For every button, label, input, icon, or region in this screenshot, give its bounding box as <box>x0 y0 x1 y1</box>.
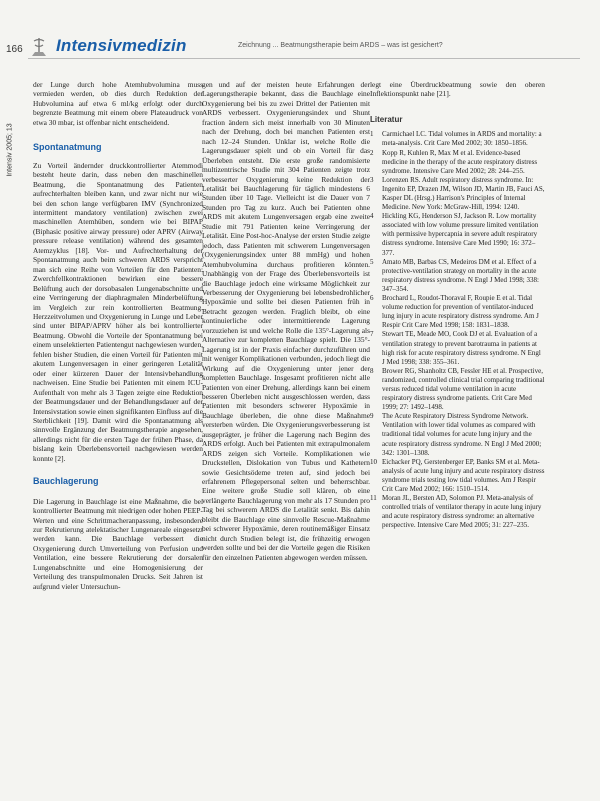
reference-text: Kopp R, Kuhlen R, Max M et al. Evidence-based medicine in the therapy of the acute respiratory distress syndrome. Intensive Care Med 2002; 28: 244–255. <box>382 148 538 175</box>
reference-number: 9 <box>370 412 374 421</box>
side-label <box>0 90 20 210</box>
reference-item <box>370 294 545 330</box>
reference-text: Hickling KG, Henderson SJ, Jackson R. Low mortality associated with low volume pressure limited ventilation with permissive hypercapnia in severe adult respiratory distress syndrome. Intensive Care Med 1990; 16: 372–377. <box>382 212 539 257</box>
page-header <box>0 30 600 58</box>
column-left <box>33 80 203 591</box>
reference-number: 6 <box>370 294 374 303</box>
reference-item <box>370 258 545 294</box>
reference-item <box>370 149 545 176</box>
column-right <box>370 80 545 530</box>
journal-logo-icon <box>28 36 50 58</box>
reference-number: 7 <box>370 330 374 339</box>
section-heading-bauchlagerung: Bauchlagerung <box>33 476 99 487</box>
reference-item <box>370 330 545 366</box>
reference-list <box>370 130 545 530</box>
reference-text: Eichacker PQ, Gerstenberger EP, Banks SM et al. Meta-analysis of acute lung injury and acute respiratory distress syndrome trials testing low tidal volumes. Am J Respir Crit Care Med 2002; 166: 1510–1514. <box>382 457 545 494</box>
reference-number: 5 <box>370 257 374 266</box>
side-label-text: Intensiv 2005; 13 <box>6 123 14 177</box>
reference-text: Brower RG, Shanholtz CB, Fessler HE et al. Prospective, randomized, controlled clinical trial comparing traditional versus reduced tidal volume ventilation in acute respiratory distress syndrome patients. Crit Care Med 1999; 27: 1492–1498. <box>382 366 545 412</box>
paragraph-conclusion: legt eine Überdruckbeatmung sowie den oberen Inflektionspunkt nahe [21]. <box>370 80 545 99</box>
journal-title: Intensivmedizin <box>56 36 187 55</box>
reference-item <box>370 412 545 457</box>
paragraph-bauchlagerung: Die Lagerung in Bauchlage ist eine Maßnahme, die bei kontrollierter Beatmung mit niedrigen oder hohen PEEP-Werten und eine Schrittmacheranpassung, insbesondere zur Rekrutierung atelektatischer Lungenareale eingesetzt werden kann. Die Bauchlage verbessert die Oxygenierung durch Umverteilung von Perfusion und Ventilation, eine bessere Rekrutierung der dorsalen Lungenabschnitte und eine Homogenisierung der Verteilung des transpulmonalen Drucks. Seit Jahren ist aufgrund vieler Untersuchun- <box>33 496 203 591</box>
reference-number: 1 <box>370 130 374 139</box>
reference-item <box>370 367 545 412</box>
reference-number: 4 <box>370 212 374 221</box>
reference-item <box>370 494 545 530</box>
reference-item <box>370 176 545 212</box>
reference-text: Moran JL, Bersten AD, Solomon PJ. Meta-analysis of controlled trials of ventilator therapy in acute lung injury and acute respiratory distress syndrome: an alternative perspective. Intensive Care Med 2005; 31: 227–235. <box>382 494 542 530</box>
reference-number: 2 <box>370 148 374 157</box>
reference-number: 3 <box>370 175 374 184</box>
reference-text: Carmichael LC. Tidal volumes in ARDS and mortality: a meta-analysis. Crit Care Med 2002; 30: 1850–1856. <box>382 130 542 148</box>
running-title: Zeichnung ... Beatmungstherapie beim ARDS – was ist gesichert? <box>238 42 443 49</box>
reference-text: Amato MB, Barbas CS, Medeiros DM et al. Effect of a protective-ventilation strategy on mortality in the acute respiratory distress syndrome. N Engl J Med 1998; 338: 347–354. <box>382 257 539 293</box>
section-heading-spontanatmung: Spontanatmung <box>33 142 102 153</box>
paragraph-intro: der Lunge durch hohe Atemhubvolumina muss vermieden werden, ob dies durch Reduktion der Hubvolumina auf etwa 6 ml/kg erfolgt oder durch begrenzte Beatmung mit einem obere Plateaudruck von etwa 30 mbar, ist offenbar nicht entscheidend. <box>33 80 203 127</box>
reference-text: Stewart TE, Meade MO, Cook DJ et al. Evaluation of a ventilation strategy to prevent barotrauma in patients at high risk for acute respiratory distress syndrome. N Engl J Med 1998; 338: 355–361. <box>382 330 541 366</box>
page-number: 166 <box>6 44 23 55</box>
reference-text: Brochard L, Roudot-Thoraval F, Roupie E et al. Tidal volume reduction for prevention of ventilator-induced lung injury in acute respiratory distress syndrome. Am J Respir Crit Care Med 1998; 158: 1831–1838. <box>382 294 539 330</box>
reference-number: 10 <box>370 457 377 466</box>
column-middle <box>202 80 370 562</box>
reference-item <box>370 458 545 494</box>
reference-text: Lorenzen RS. Adult respiratory distress syndrome. In: Ingenito EP, Drazen JM, Wilson JD, Martin JB, Fauci AS, Kasper DL (Hrsg.) Harrison's Principles of Internal Medicine. New York: McGraw-Hill, 1994: 1240. <box>382 175 545 212</box>
reference-item <box>370 130 545 148</box>
reference-item <box>370 212 545 257</box>
reference-number: 8 <box>370 366 374 375</box>
paragraph-bauchlagerung-continued: gen und auf der meisten heute Erfahrungen der Lagerungstherapie bekannt, dass die Bauchlage eine Oxygenierung bei bis zu zwei Drittel der Patienten mit ARDS verbessert. Oxygenierungsindex und Shunt fraction ändern sich meist innerhalb von 30 Minuten nach der Drehung, doch bei manchen Patienten erst nach 12–24 Stunden. Unklar ist, welche Rolle die Lagerungsdauer spielt und ob ein Vorteil für das Überleben entsteht. Die erste große randomisierte multizentrische Studie mit 304 Patienten zeigte trotz verbesserter Oxygenierung keine Reduktion der Letalität bei Bauchlagerung für täglich mindestens 6 Stunden über 10 Tage. Vielleicht ist die Dauer von 7 Stunden pro Tag zu kurz. Auch bei Patienten ohne ARDS mit akutem Lungenversagen ergab eine zweite Studie mit 791 Patienten keine Verringerung der Letalität. Eine Post-hoc-Analyse der ersten Studie zeigte jedoch, dass Patienten mit schwerem Lungenversagen (Oxygenierungsindex unter 88 mmHg) und hohen Atemhubvolumina durchaus profitieren könnten. Unabhängig von der Frage des Überlebensvorteils ist die Bauchlage jedoch eine wirksame Möglichkeit zur Verbesserung der Oxygenierung bei lebensbedrohlicher Hypoxämie und sollte bei diesen Patienten früh in Betracht gezogen werden. Fraglich bleibt, ob eine kontinuierliche oder intermittierende Lagerung vorzuziehen ist und welche Rolle die 135°-Lagerung als Alternative zur kompletten Bauchlage spielt. Die 135°-Lagerung ist in der Praxis einfacher durchzuführen und mit weniger Komplikationen verbunden, jedoch liegt die Wirkung auf die Oxygenierung unter jener der kompletten Bauchlage. Insgesamt profitieren nicht alle Patienten von einer Drehung, allerdings kann bei einem besseren Überleben nicht ausgeschlossen werden, dass Patienten mit besonders schwerer Hypoxämie in Bauchlage überleben, die ohne diese Maßnahme versterben würden. Die Oxygenierungsverbesserung ist ausgeprägter, je früher die Lagerung nach Beginn des ARDS erfolgt. Auch bei Patienten mit extrapulmonalem ARDS zeigen sich Vorteile. Komplikationen wie Druckstellen, Dislokation von Tubus und Kathetern sowie Gesichtsödeme treten auf, sind jedoch bei erfahrenem Pflegepersonal selten und beherrschbar. Eine weitere große Studie soll klären, ob eine verlängerte Bauchlagerung von mehr als 17 Stunden pro Tag bei schwerem ARDS die Letalität senkt. Bis dahin bleibt die Bauchlage eine sinnvolle Rescue-Maßnahme bei schwerer Hypoxämie, deren routinemäßiger Einsatz nicht durch Studien belegt ist, die frühzeitig erwogen werden sollte und bei der die Vorteile gegen die Risiken für den einzelnen Patienten abgewogen werden müssen. <box>202 80 370 562</box>
header-divider <box>28 58 580 59</box>
paragraph-spontanatmung: Zu Vorteil ändernder druckkontrollierter Atemmodi besteht heute darin, dass neben den maschinellen Beatmung, die Spontanatmung des Patienten aufrechterhalten bleiben kann, und zwar nicht nur wie bei den schon lange verfügbaren IMV (Synchronized intermittent mandatory ventilation) zwischen zwei maschinellen Atemhüben, sondern wie bei BIPAP (Biphasic positive airway pressure) oder APRV (Airway pressure release ventilation) während des gesamten Atemzyklus [18]. Vor- und Aufrechterhaltung der Spontanatmung auch beim schweren ARDS verspricht man sich eine Reihe von Vorteilen für den Patienten: Zwerchfellkontraktionen bewirken eine bessere Belüftung auch der dorsobasalen Lungenabschnitte und eine Verringerung der diaphragmalen Minderbelüftung im Vergleich zur rein kontrollierten Beatmung. Herzzeitvolumen und Oxygenierung in Lunge und Leber sind unter BIPAP/APRV höher als bei kontrollierter Beatmung. Obwohl die Vorteile der Spontanatmung bei einem unselektierten Patientengut nachgewiesen wurden, fehlen bisher Studien, die einen Vorteil für Patienten mit akutem Lungenversagen in einer geringeren Letalität oder einer kürzeren Dauer der Intensivbehandlung nachweisen. Eine Studie bei Patienten mit einem ICU-Aufenthalt von mehr als 3 Tagen zeigte eine Reduktion der Beatmungsdauer und der Behandlungsdauer auf der Intensivstation sowie einen signifikanten Einfluss auf die Sterblichkeit [19]. Damit wird die Spontanatmung als sinnvolle Ergänzung der Beatmungstherapie angesehen, allerdings nicht für die ersten Tage der frühen Phase, da bislang kein Überlebensvorteil nachgewiesen werden konnte [2]. <box>33 160 203 463</box>
references-heading: Literatur <box>370 114 403 124</box>
reference-text: The Acute Respiratory Distress Syndrome Network. Ventilation with lower tidal volumes as compared with traditional tidal volumes for acute lung injury and the acute respiratory distress syndrome. N Engl J Med 2000; 342: 1301–1308. <box>382 412 542 457</box>
reference-number: 11 <box>370 494 377 503</box>
